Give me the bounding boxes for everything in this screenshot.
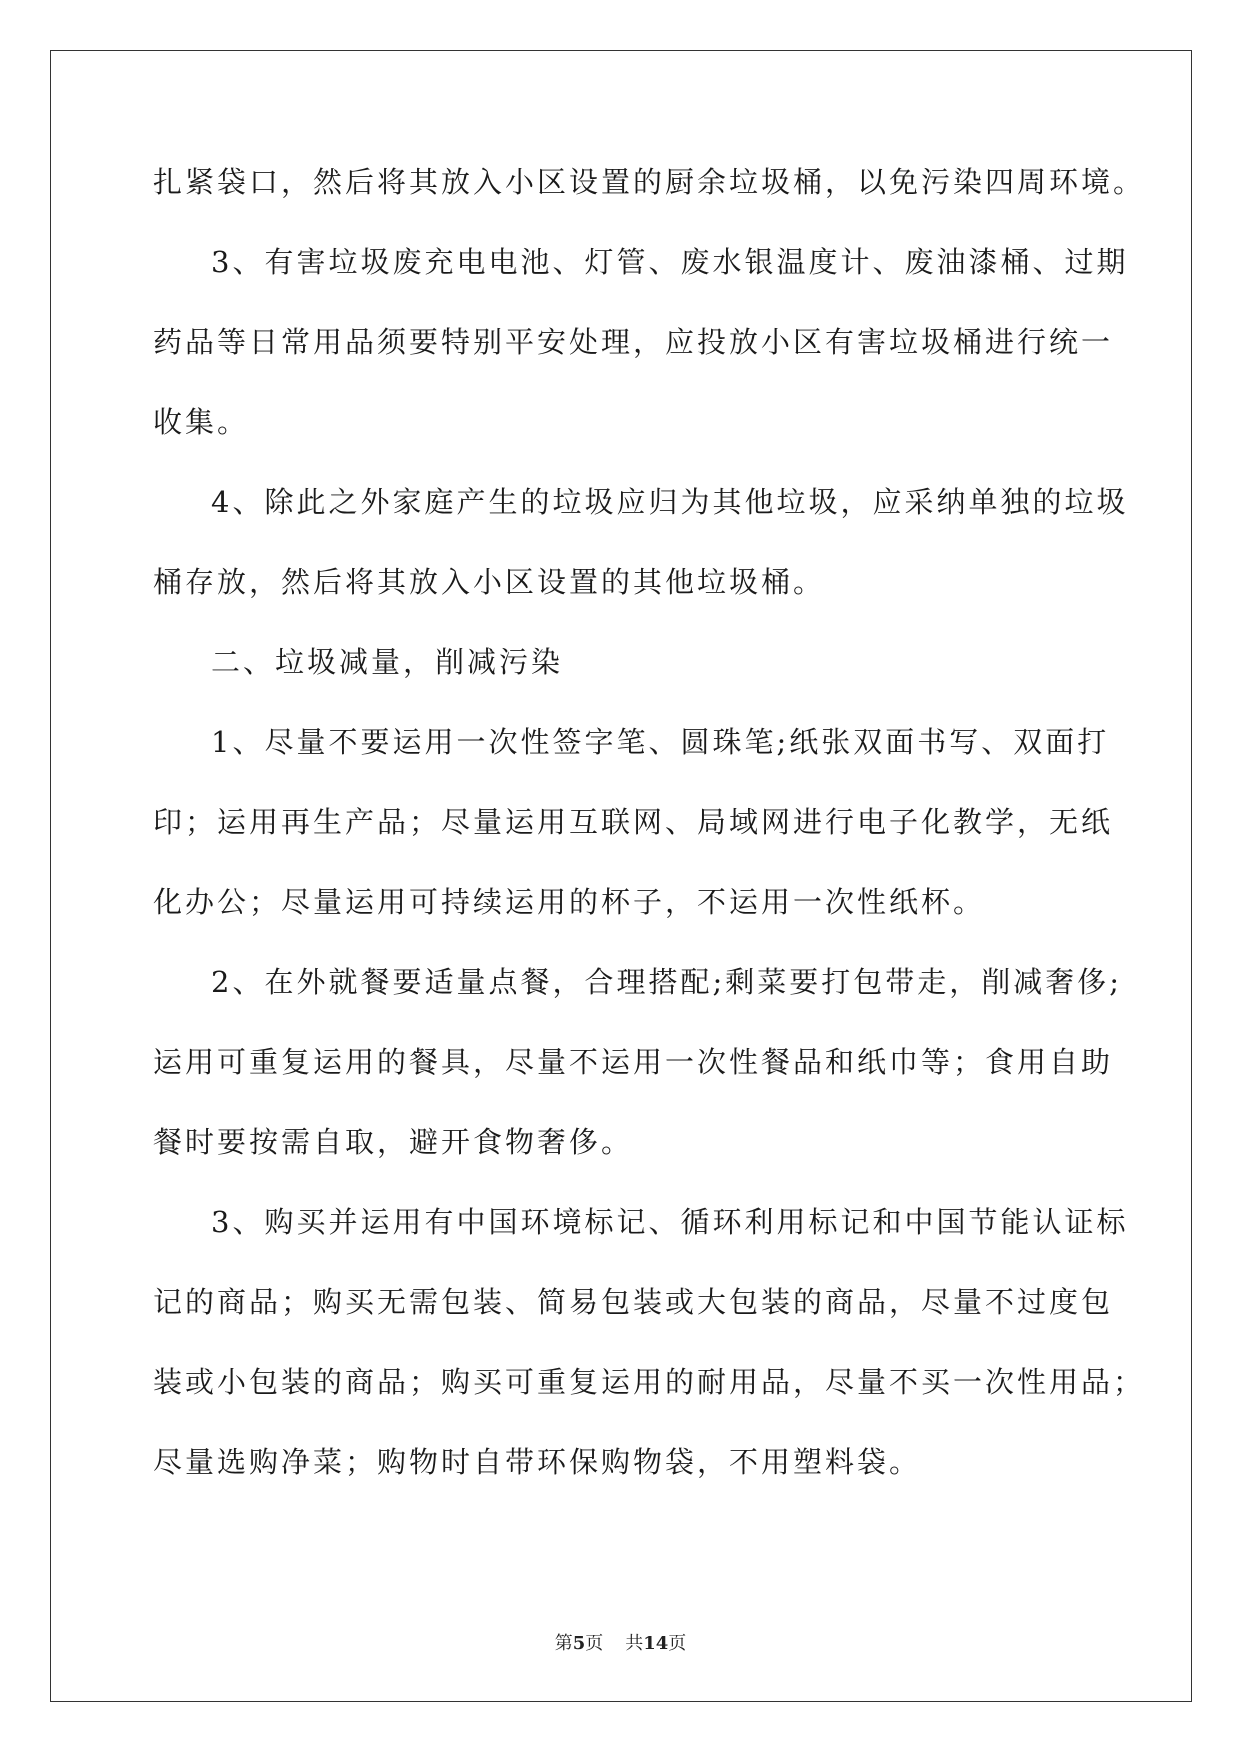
- document-body: [153, 162, 1146, 1522]
- paragraph-line: 药品等日常用品须要特别平安处理，应投放小区有害垃圾桶进行统一: [153, 325, 1114, 359]
- section-heading: 二、垃圾减量，削减污染: [211, 645, 564, 679]
- paragraph-line: 1、尽量不要运用一次性签字笔、圆珠笔;纸张双面书写、双面打: [211, 725, 1110, 759]
- page-footer: [0, 1632, 1241, 1656]
- paragraph-line: 化办公；尽量运用可持续运用的杯子，不运用一次性纸杯。: [153, 885, 986, 919]
- paragraph-line: 3、有害垃圾废充电电池、灯管、废水银温度计、废油漆桶、过期: [211, 245, 1129, 279]
- paragraph-line: 扎紧袋口，然后将其放入小区设置的厨余垃圾桶，以免污染四周环境。: [153, 165, 1146, 199]
- paragraph-line: 装或小包装的商品；购买可重复运用的耐用品，尽量不买一次性用品；: [153, 1365, 1146, 1399]
- paragraph-line: 记的商品；购买无需包装、简易包装或大包装的商品，尽量不过度包: [153, 1285, 1114, 1319]
- paragraph-line: 2、在外就餐要适量点餐，合理搭配;剩菜要打包带走，削减奢侈;: [211, 965, 1122, 999]
- paragraph-line: 4、除此之外家庭产生的垃圾应归为其他垃圾，应采纳单独的垃圾: [211, 485, 1129, 519]
- paragraph-line: 收集。: [153, 405, 250, 439]
- paragraph-line: 运用可重复运用的餐具，尽量不运用一次性餐品和纸巾等；食用自助: [153, 1045, 1114, 1079]
- page-number-label: 第5页: [554, 1633, 604, 1654]
- total-pages-label: 共14页: [625, 1633, 687, 1654]
- paragraph-line: 印；运用再生产品；尽量运用互联网、局域网进行电子化教学，无纸: [153, 805, 1114, 839]
- paragraph-line: 桶存放，然后将其放入小区设置的其他垃圾桶。: [153, 565, 826, 599]
- paragraph-line: 尽量选购净菜；购物时自带环保购物袋，不用塑料袋。: [153, 1445, 922, 1479]
- paragraph-line: 餐时要按需自取，避开食物奢侈。: [153, 1125, 634, 1159]
- paragraph-line: 3、购买并运用有中国环境标记、循环利用标记和中国节能认证标: [211, 1205, 1129, 1239]
